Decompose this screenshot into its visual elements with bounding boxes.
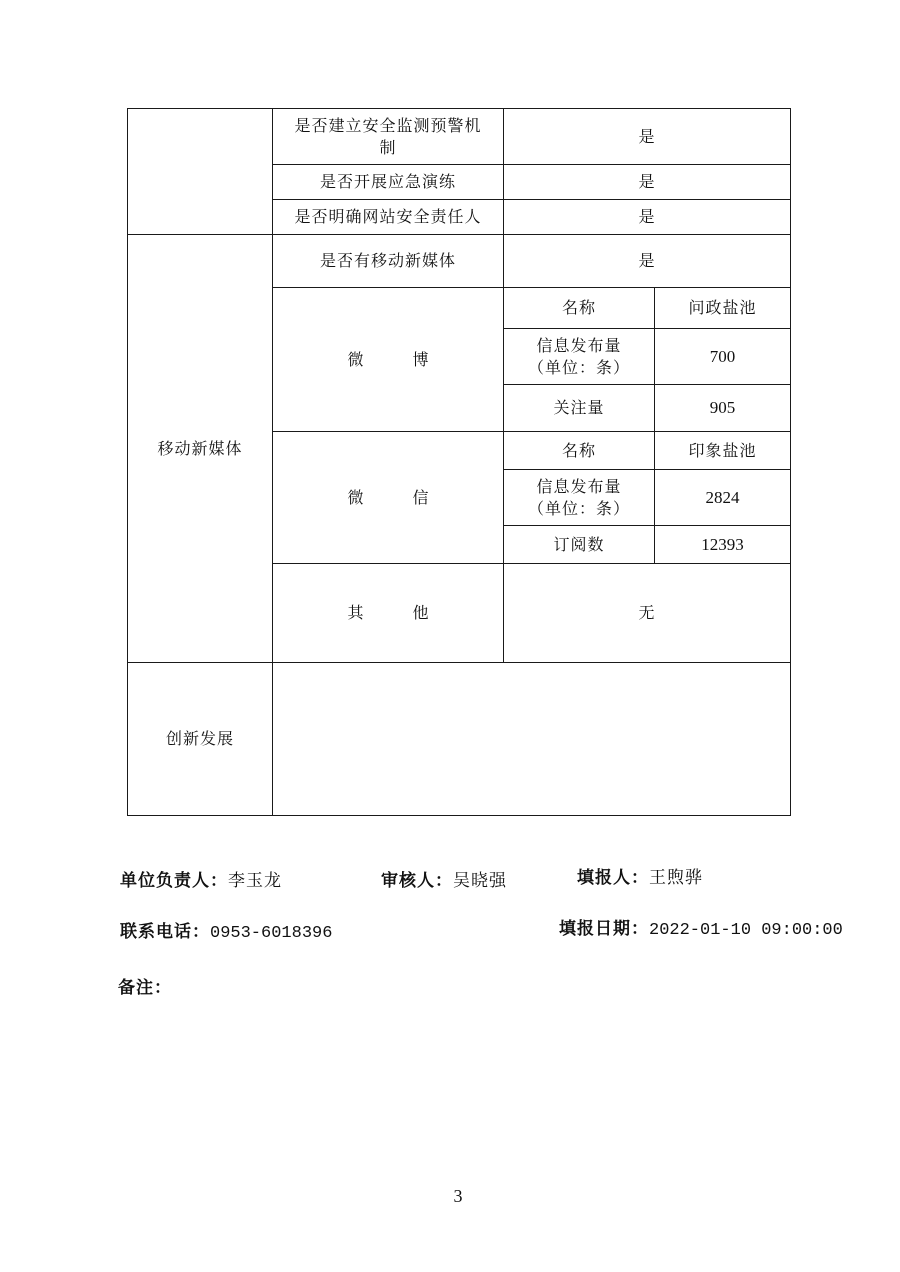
mobile-section-label: 移动新媒体 <box>128 235 273 663</box>
phone-value: 0953-6018396 <box>210 924 333 943</box>
has-mobile-value-cell: 是 <box>504 235 791 288</box>
unit-head-value: 李玉龙 <box>228 871 282 891</box>
monitoring-label-cell: 是否建立安全监测预警机制 <box>273 109 504 165</box>
responsible-value-cell: 是 <box>504 200 791 235</box>
wechat-subscribers-value: 12393 <box>655 526 791 564</box>
drill-label-cell: 是否开展应急演练 <box>273 165 504 200</box>
wechat-subscribers-label: 订阅数 <box>504 526 655 564</box>
notes-line <box>118 973 172 998</box>
wechat-name-value: 印象盐池 <box>655 432 791 470</box>
filler-value: 王煦骅 <box>649 868 703 888</box>
wechat-posts-label: 信息发布量（单位：条） <box>504 470 655 526</box>
reviewer-value: 吴晓强 <box>453 871 507 891</box>
weibo-name-value: 问政盐池 <box>655 288 791 329</box>
filler-line <box>577 863 703 888</box>
page-number: 3 <box>453 1186 463 1206</box>
innovation-value-cell <box>273 663 791 816</box>
unit-head-line <box>120 866 282 891</box>
monitoring-value-cell: 是 <box>504 109 791 165</box>
innovation-label-cell: 创新发展 <box>128 663 273 816</box>
table-row <box>128 235 791 288</box>
wechat-label-cell: 微 信 <box>273 432 504 564</box>
weibo-name-label: 名称 <box>504 288 655 329</box>
weibo-label-cell: 微 博 <box>273 288 504 432</box>
report-table <box>127 108 791 816</box>
other-value-cell: 无 <box>504 564 791 663</box>
security-section-cell <box>128 109 273 235</box>
other-label-cell: 其 他 <box>273 564 504 663</box>
table-row <box>128 109 791 165</box>
reviewer-line <box>381 866 507 891</box>
date-value: 2022-01-10 09:00:00 <box>649 921 843 940</box>
wechat-posts-value: 2824 <box>655 470 791 526</box>
responsible-label-cell: 是否明确网站安全责任人 <box>273 200 504 235</box>
weibo-followers-label: 关注量 <box>504 385 655 432</box>
table-row <box>128 663 791 816</box>
has-mobile-label-cell: 是否有移动新媒体 <box>273 235 504 288</box>
unit-head-label: 单位负责人： <box>120 871 228 891</box>
notes-label: 备注： <box>118 978 172 998</box>
date-line <box>559 914 843 940</box>
phone-label: 联系电话： <box>120 922 210 942</box>
weibo-posts-value: 700 <box>655 329 791 385</box>
reviewer-label: 审核人： <box>381 871 453 891</box>
wechat-name-label: 名称 <box>504 432 655 470</box>
phone-line <box>120 917 332 943</box>
drill-value-cell: 是 <box>504 165 791 200</box>
weibo-posts-label: 信息发布量（单位：条） <box>504 329 655 385</box>
date-label: 填报日期： <box>559 919 649 939</box>
weibo-followers-value: 905 <box>655 385 791 432</box>
filler-label: 填报人： <box>577 868 649 888</box>
